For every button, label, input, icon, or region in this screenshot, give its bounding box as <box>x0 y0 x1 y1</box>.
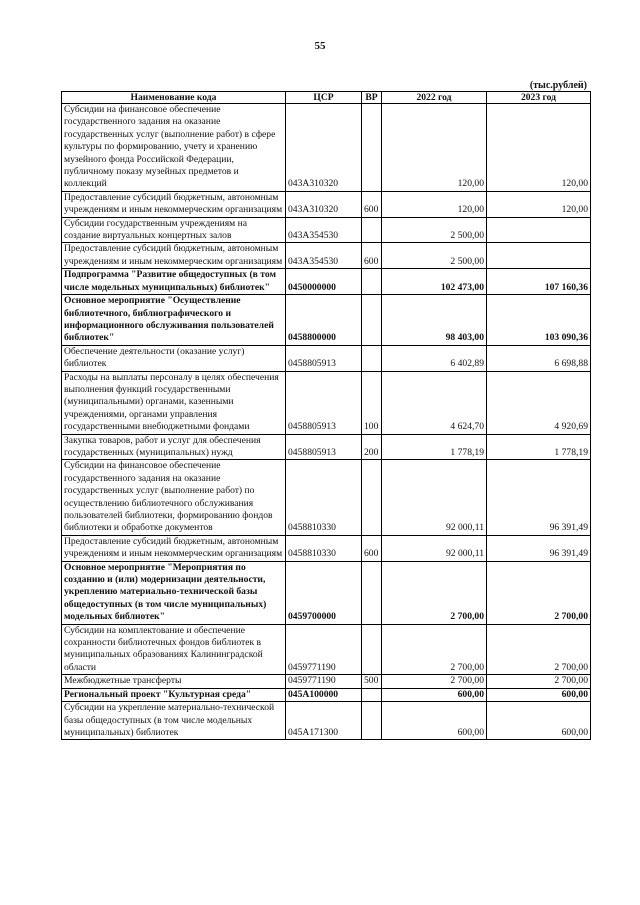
row-2022: 102 473,00 <box>382 269 487 295</box>
table-row <box>62 243 591 269</box>
table-row <box>62 295 591 346</box>
row-name: Предоставление субсидий бюджетным, автономным учреждениям и иным некоммерческим организациям <box>62 243 286 269</box>
row-csr: 0459771190 <box>286 624 362 675</box>
row-name: Закупка товаров, работ и услуг для обеспечения государственных (муниципальных) нужд <box>62 434 286 460</box>
row-csr: 0458805913 <box>286 434 362 460</box>
row-csr: 045A171300 <box>286 702 362 740</box>
row-vr <box>362 269 382 295</box>
row-name: Субсидии на комплектование и обеспечение сохранности библиотечных фондов библиотек в муниципальных образованиях Калининградской области <box>62 624 286 675</box>
row-csr: 0458805913 <box>286 345 362 371</box>
row-csr: 0459771190 <box>286 675 362 688</box>
row-2022: 1 778,19 <box>382 434 487 460</box>
row-csr: 0458800000 <box>286 295 362 346</box>
row-name: Субсидии на финансовое обеспечение государственного задания на оказание государственных услуг (выполнение работ) в сфере культуры по формированию, учету и хранению музейного фонда Российской Федерации, публичному показу музейных предметов и коллекций <box>62 104 286 192</box>
table-row <box>62 702 591 740</box>
table-row <box>62 675 591 688</box>
row-name: Основное мероприятие "Осуществление библиотечного, библиографического и информационного обслуживания пользователей библиотек" <box>62 295 286 346</box>
row-vr <box>362 104 382 192</box>
row-2023: 600,00 <box>487 702 591 740</box>
row-2023: 103 090,36 <box>487 295 591 346</box>
column-header-2023: 2023 год <box>487 92 591 104</box>
table-row <box>62 624 591 675</box>
row-vr: 600 <box>362 191 382 217</box>
table-row <box>62 345 591 371</box>
row-2022: 92 000,11 <box>382 460 487 535</box>
row-csr: 0458810330 <box>286 535 362 561</box>
row-2022: 600,00 <box>382 688 487 701</box>
row-name: Межбюджетные трансферты <box>62 675 286 688</box>
row-name: Региональный проект "Культурная среда" <box>62 688 286 701</box>
row-2023: 600,00 <box>487 688 591 701</box>
row-2022: 98 403,00 <box>382 295 487 346</box>
column-header-csr: ЦСР <box>286 92 362 104</box>
units-label: (тыс.рублей) <box>529 80 587 91</box>
row-csr: 043A310320 <box>286 191 362 217</box>
row-2023: 1 778,19 <box>487 434 591 460</box>
row-2023: 107 160,36 <box>487 269 591 295</box>
row-csr: 043A310320 <box>286 104 362 192</box>
table-row <box>62 104 591 192</box>
row-2023: 96 391,49 <box>487 460 591 535</box>
row-vr <box>362 217 382 243</box>
row-name: Предоставление субсидий бюджетным, автономным учреждениям и иным некоммерческим организациям <box>62 191 286 217</box>
row-2023: 2 700,00 <box>487 624 591 675</box>
row-2023: 6 698,88 <box>487 345 591 371</box>
column-header-name: Наименование кода <box>62 92 286 104</box>
row-2023 <box>487 243 591 269</box>
row-2023: 96 391,49 <box>487 535 591 561</box>
row-vr: 600 <box>362 535 382 561</box>
row-2023: 120,00 <box>487 104 591 192</box>
budget-table <box>61 91 591 740</box>
row-csr: 0450000000 <box>286 269 362 295</box>
row-name: Субсидии на финансовое обеспечение государственного задания на оказание государственных услуг (выполнение работ) по осуществлению библиотечного обслуживания пользователей библиотеки, формированию фондов библиотеки и обработке документов <box>62 460 286 535</box>
row-csr: 043A354530 <box>286 243 362 269</box>
row-name: Субсидии государственным учреждениям на создание виртуальных концертных залов <box>62 217 286 243</box>
row-2022: 92 000,11 <box>382 535 487 561</box>
row-2022: 2 700,00 <box>382 624 487 675</box>
row-name: Подпрограмма "Развитие общедоступных (в том числе модельных муниципальных) библиотек" <box>62 269 286 295</box>
row-vr <box>362 688 382 701</box>
row-2022: 120,00 <box>382 104 487 192</box>
table-row <box>62 191 591 217</box>
table-row <box>62 371 591 434</box>
table-row <box>62 217 591 243</box>
row-vr: 600 <box>362 243 382 269</box>
table-row <box>62 460 591 535</box>
row-csr: 0459700000 <box>286 561 362 624</box>
column-header-2022: 2022 год <box>382 92 487 104</box>
row-vr <box>362 460 382 535</box>
row-vr <box>362 345 382 371</box>
table-row <box>62 434 591 460</box>
row-vr: 200 <box>362 434 382 460</box>
row-csr: 045A100000 <box>286 688 362 701</box>
row-2023: 120,00 <box>487 191 591 217</box>
table-row <box>62 688 591 701</box>
table-row <box>62 269 591 295</box>
row-2023: 4 920,69 <box>487 371 591 434</box>
row-2022: 6 402,89 <box>382 345 487 371</box>
row-2023: 2 700,00 <box>487 561 591 624</box>
row-vr <box>362 702 382 740</box>
row-2022: 2 500,00 <box>382 217 487 243</box>
page-number: 55 <box>314 40 326 52</box>
table-header-row <box>62 92 591 104</box>
row-vr: 100 <box>362 371 382 434</box>
table-row <box>62 535 591 561</box>
row-2022: 600,00 <box>382 702 487 740</box>
table-body <box>62 104 591 740</box>
row-name: Расходы на выплаты персоналу в целях обеспечения выполнения функций государственными (муниципальными) органами, казенными учреждениями, органами управления государственными внебюджетными фондами <box>62 371 286 434</box>
row-2023 <box>487 217 591 243</box>
row-vr <box>362 295 382 346</box>
row-vr <box>362 561 382 624</box>
row-csr: 043A354530 <box>286 217 362 243</box>
row-name: Основное мероприятие "Мероприятия по созданию и (или) модернизации деятельности, укреплению материально-технической базы общедоступных (в том числе муниципальных) модельных библиотек" <box>62 561 286 624</box>
row-2022: 2 500,00 <box>382 243 487 269</box>
row-name: Обеспечение деятельности (оказание услуг) библиотек <box>62 345 286 371</box>
row-csr: 0458810330 <box>286 460 362 535</box>
row-2023: 2 700,00 <box>487 675 591 688</box>
row-2022: 4 624,70 <box>382 371 487 434</box>
column-header-vr: ВР <box>362 92 382 104</box>
row-2022: 120,00 <box>382 191 487 217</box>
row-name: Предоставление субсидий бюджетным, автономным учреждениям и иным некоммерческим организациям <box>62 535 286 561</box>
row-2022: 2 700,00 <box>382 561 487 624</box>
row-csr: 0458805913 <box>286 371 362 434</box>
row-vr <box>362 624 382 675</box>
row-vr: 500 <box>362 675 382 688</box>
row-name: Субсидии на укрепление материально-технической базы общедоступных (в том числе модельных муниципальных) библиотек <box>62 702 286 740</box>
table-row <box>62 561 591 624</box>
row-2022: 2 700,00 <box>382 675 487 688</box>
